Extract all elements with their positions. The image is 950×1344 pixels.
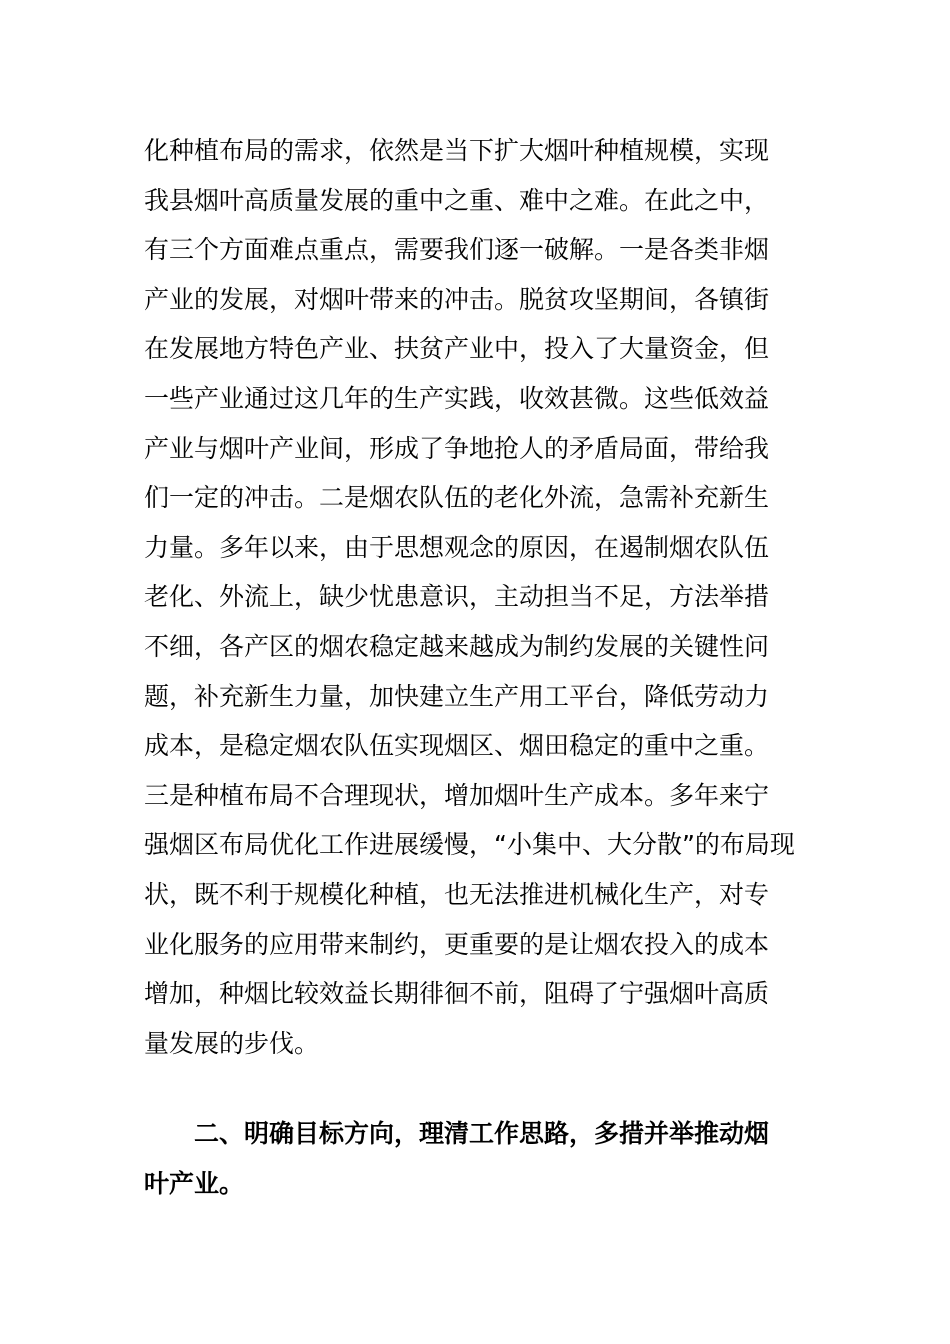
paragraph-line: 化种植布局的需求，依然是当下扩大烟叶种植规模，实现 <box>144 136 770 165</box>
paragraph-line: 题，补充新生力量，加快建立生产用工平台，降低劳动力 <box>144 681 770 711</box>
paragraph-line: 一些产业通过这几年的生产实践，收效甚微。这些低效益 <box>144 383 770 413</box>
heading-line: 二、明确目标方向，理清工作思路，多措并举推动烟 <box>194 1119 770 1148</box>
paragraph-line: 产业与烟叶产业间，形成了争地抢人的矛盾局面，带给我 <box>144 433 770 463</box>
paragraph-line: 三是种植布局不合理现状，增加烟叶生产成本。多年来宁 <box>144 780 770 810</box>
paragraph-line: 状，既不利于规模化种植，也无法推进机械化生产，对专 <box>144 879 770 909</box>
paragraph-line: 力量。多年以来，由于思想观念的原因，在遏制烟农队伍 <box>144 532 770 562</box>
paragraph-line: 成本，是稳定烟农队伍实现烟区、烟田稳定的重中之重。 <box>144 731 770 761</box>
paragraph-line: 有三个方面难点重点，需要我们逐一破解。一是各类非烟 <box>144 235 770 265</box>
paragraph-line: 业化服务的应用带来制约，更重要的是让烟农投入的成本 <box>144 929 770 959</box>
heading-line: 叶产业。 <box>144 1168 245 1198</box>
paragraph-line: 产业的发展，对烟叶带来的冲击。脱贫攻坚期间，各镇街 <box>144 284 770 314</box>
body-paragraph <box>144 126 824 1068</box>
paragraph-line: 不细，各产区的烟农稳定越来越成为制约发展的关键性问 <box>144 631 770 661</box>
paragraph-line: 增加，种烟比较效益长期徘徊不前，阻碍了宁强烟叶高质 <box>144 979 770 1009</box>
paragraph-line: 们一定的冲击。二是烟农队伍的老化外流，急需补充新生 <box>144 483 770 513</box>
paragraph-line: 量发展的步伐。 <box>144 1028 320 1058</box>
section-heading <box>144 1109 824 1208</box>
paragraph-line: 我县烟叶高质量发展的重中之重、难中之难。在此之中， <box>144 185 770 215</box>
paragraph-line: 老化、外流上，缺少忧患意识，主动担当不足，方法举措 <box>144 582 770 612</box>
paragraph-line: 强烟区布局优化工作进展缓慢，“小集中、大分散”的布局现 <box>144 830 795 860</box>
paragraph-line: 在发展地方特色产业、扶贫产业中，投入了大量资金，但 <box>144 334 770 364</box>
